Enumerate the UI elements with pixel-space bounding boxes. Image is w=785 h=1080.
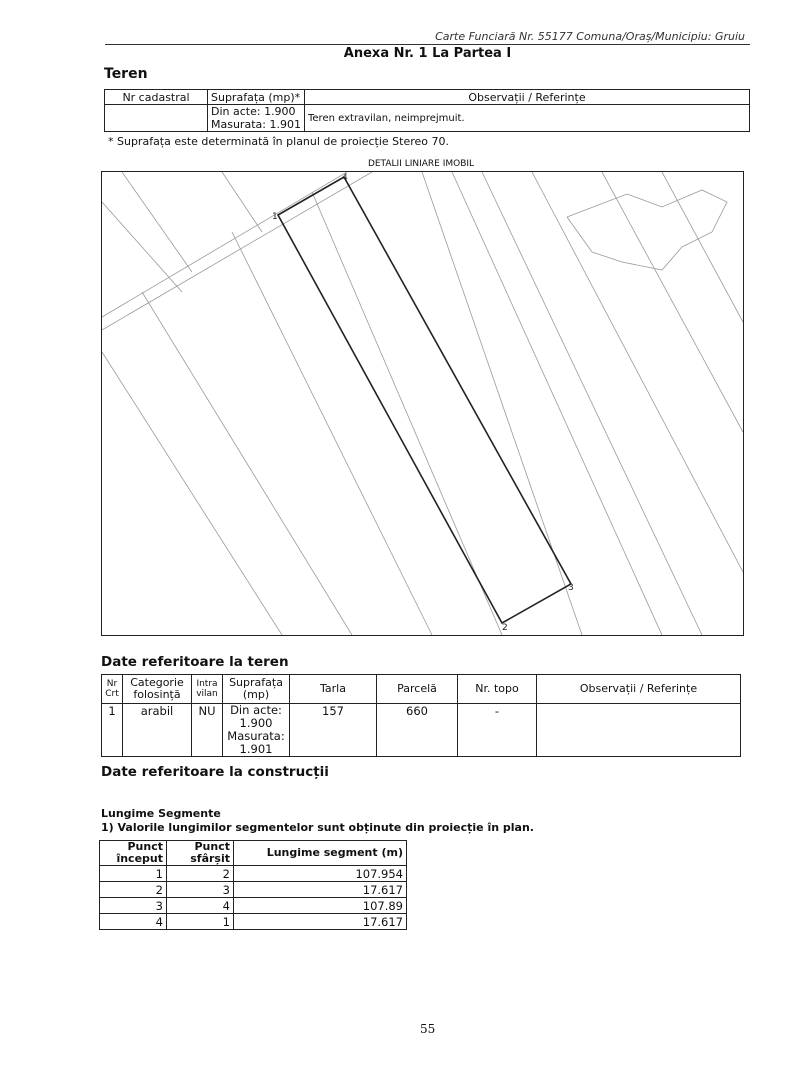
segment-start: 4: [100, 914, 167, 930]
segment-start: 1: [100, 866, 167, 882]
land-data-table: [101, 674, 741, 757]
row-area: [223, 704, 290, 757]
row-intravilan: NU: [192, 704, 223, 757]
segment-end: 1: [167, 914, 234, 930]
col-topo: Nr. topo: [458, 675, 537, 704]
segment-start: 2: [100, 882, 167, 898]
row-parcela: 660: [377, 704, 458, 757]
area-measured: Masurata: 1.901: [211, 118, 301, 131]
segments-table: [99, 840, 407, 930]
segment-length: 107.954: [234, 866, 407, 882]
segments-heading-block: [101, 807, 534, 835]
neighbor-lines: [102, 172, 743, 635]
projection-note: * Suprafața este determinată în planul de proiecție Stereo 70.: [108, 135, 450, 148]
col-category: Categorie folosință: [123, 675, 192, 704]
col-suprafata: Suprafața (mp): [223, 675, 290, 704]
document-header: Carte Funciară Nr. 55177 Comuna/Oraș/Municipiu: Gruiu: [435, 30, 745, 43]
construction-heading: Date referitoare la construcții: [101, 764, 329, 780]
col-cadastral: Nr cadastral: [105, 90, 208, 105]
parcel-map-drawing: [102, 172, 743, 635]
point-label-3: 3: [568, 583, 574, 593]
area-acts: Din acte: 1.900: [211, 105, 296, 118]
table-row: [100, 914, 407, 930]
land-table: [104, 89, 750, 132]
segment-length: 17.617: [234, 882, 407, 898]
observations-value: Teren extravilan, neimprejmuit.: [305, 105, 750, 132]
table-row: [100, 866, 407, 882]
map-title: DETALII LINIARE IMOBIL: [367, 159, 475, 169]
col-tarla: Tarla: [290, 675, 377, 704]
segment-end: 3: [167, 882, 234, 898]
subject-parcel: [278, 177, 571, 623]
segment-start: 3: [100, 898, 167, 914]
row-category: arabil: [123, 704, 192, 757]
land-heading: Teren: [104, 66, 148, 82]
segment-length: 107.89: [234, 898, 407, 914]
row-nr: 1: [102, 704, 123, 757]
col-start: Punct început: [100, 841, 167, 866]
row-area-measured: Masurata: 1.901: [227, 729, 285, 756]
segment-end: 2: [167, 866, 234, 882]
col-nr: Nr Crt: [102, 675, 123, 704]
col-parcela: Parcelă: [377, 675, 458, 704]
point-label-1: 1: [272, 212, 278, 222]
table-row: [100, 882, 407, 898]
segment-end: 4: [167, 898, 234, 914]
row-area-acts: Din acte: 1.900: [230, 703, 282, 730]
col-intravilan: Intra vilan: [192, 675, 223, 704]
annex-title: Anexa Nr. 1 La Partea I: [343, 46, 512, 61]
land-data-heading: Date referitoare la teren: [101, 654, 289, 670]
col-area: Suprafața (mp)*: [208, 90, 305, 105]
col-observations: Observații / Referințe: [305, 90, 750, 105]
col-obs: Observații / Referințe: [537, 675, 741, 704]
parcel-map: [101, 171, 744, 636]
header-rule: [105, 44, 750, 45]
segment-length: 17.617: [234, 914, 407, 930]
segments-subheading: 1) Valorile lungimilor segmentelor sunt obținute din proiecție în plan.: [101, 821, 534, 834]
point-label-2: 2: [502, 623, 508, 633]
row-topo: -: [458, 704, 537, 757]
row-obs: [537, 704, 741, 757]
col-length: Lungime segment (m): [234, 841, 407, 866]
table-row: [100, 898, 407, 914]
segments-heading: Lungime Segmente: [101, 807, 221, 820]
col-end: Punct sfârșit: [167, 841, 234, 866]
page-number: 55: [420, 1022, 436, 1036]
area-value: [208, 105, 305, 132]
point-label-4: 4: [342, 173, 348, 183]
cadastral-value: [105, 105, 208, 132]
row-tarla: 157: [290, 704, 377, 757]
